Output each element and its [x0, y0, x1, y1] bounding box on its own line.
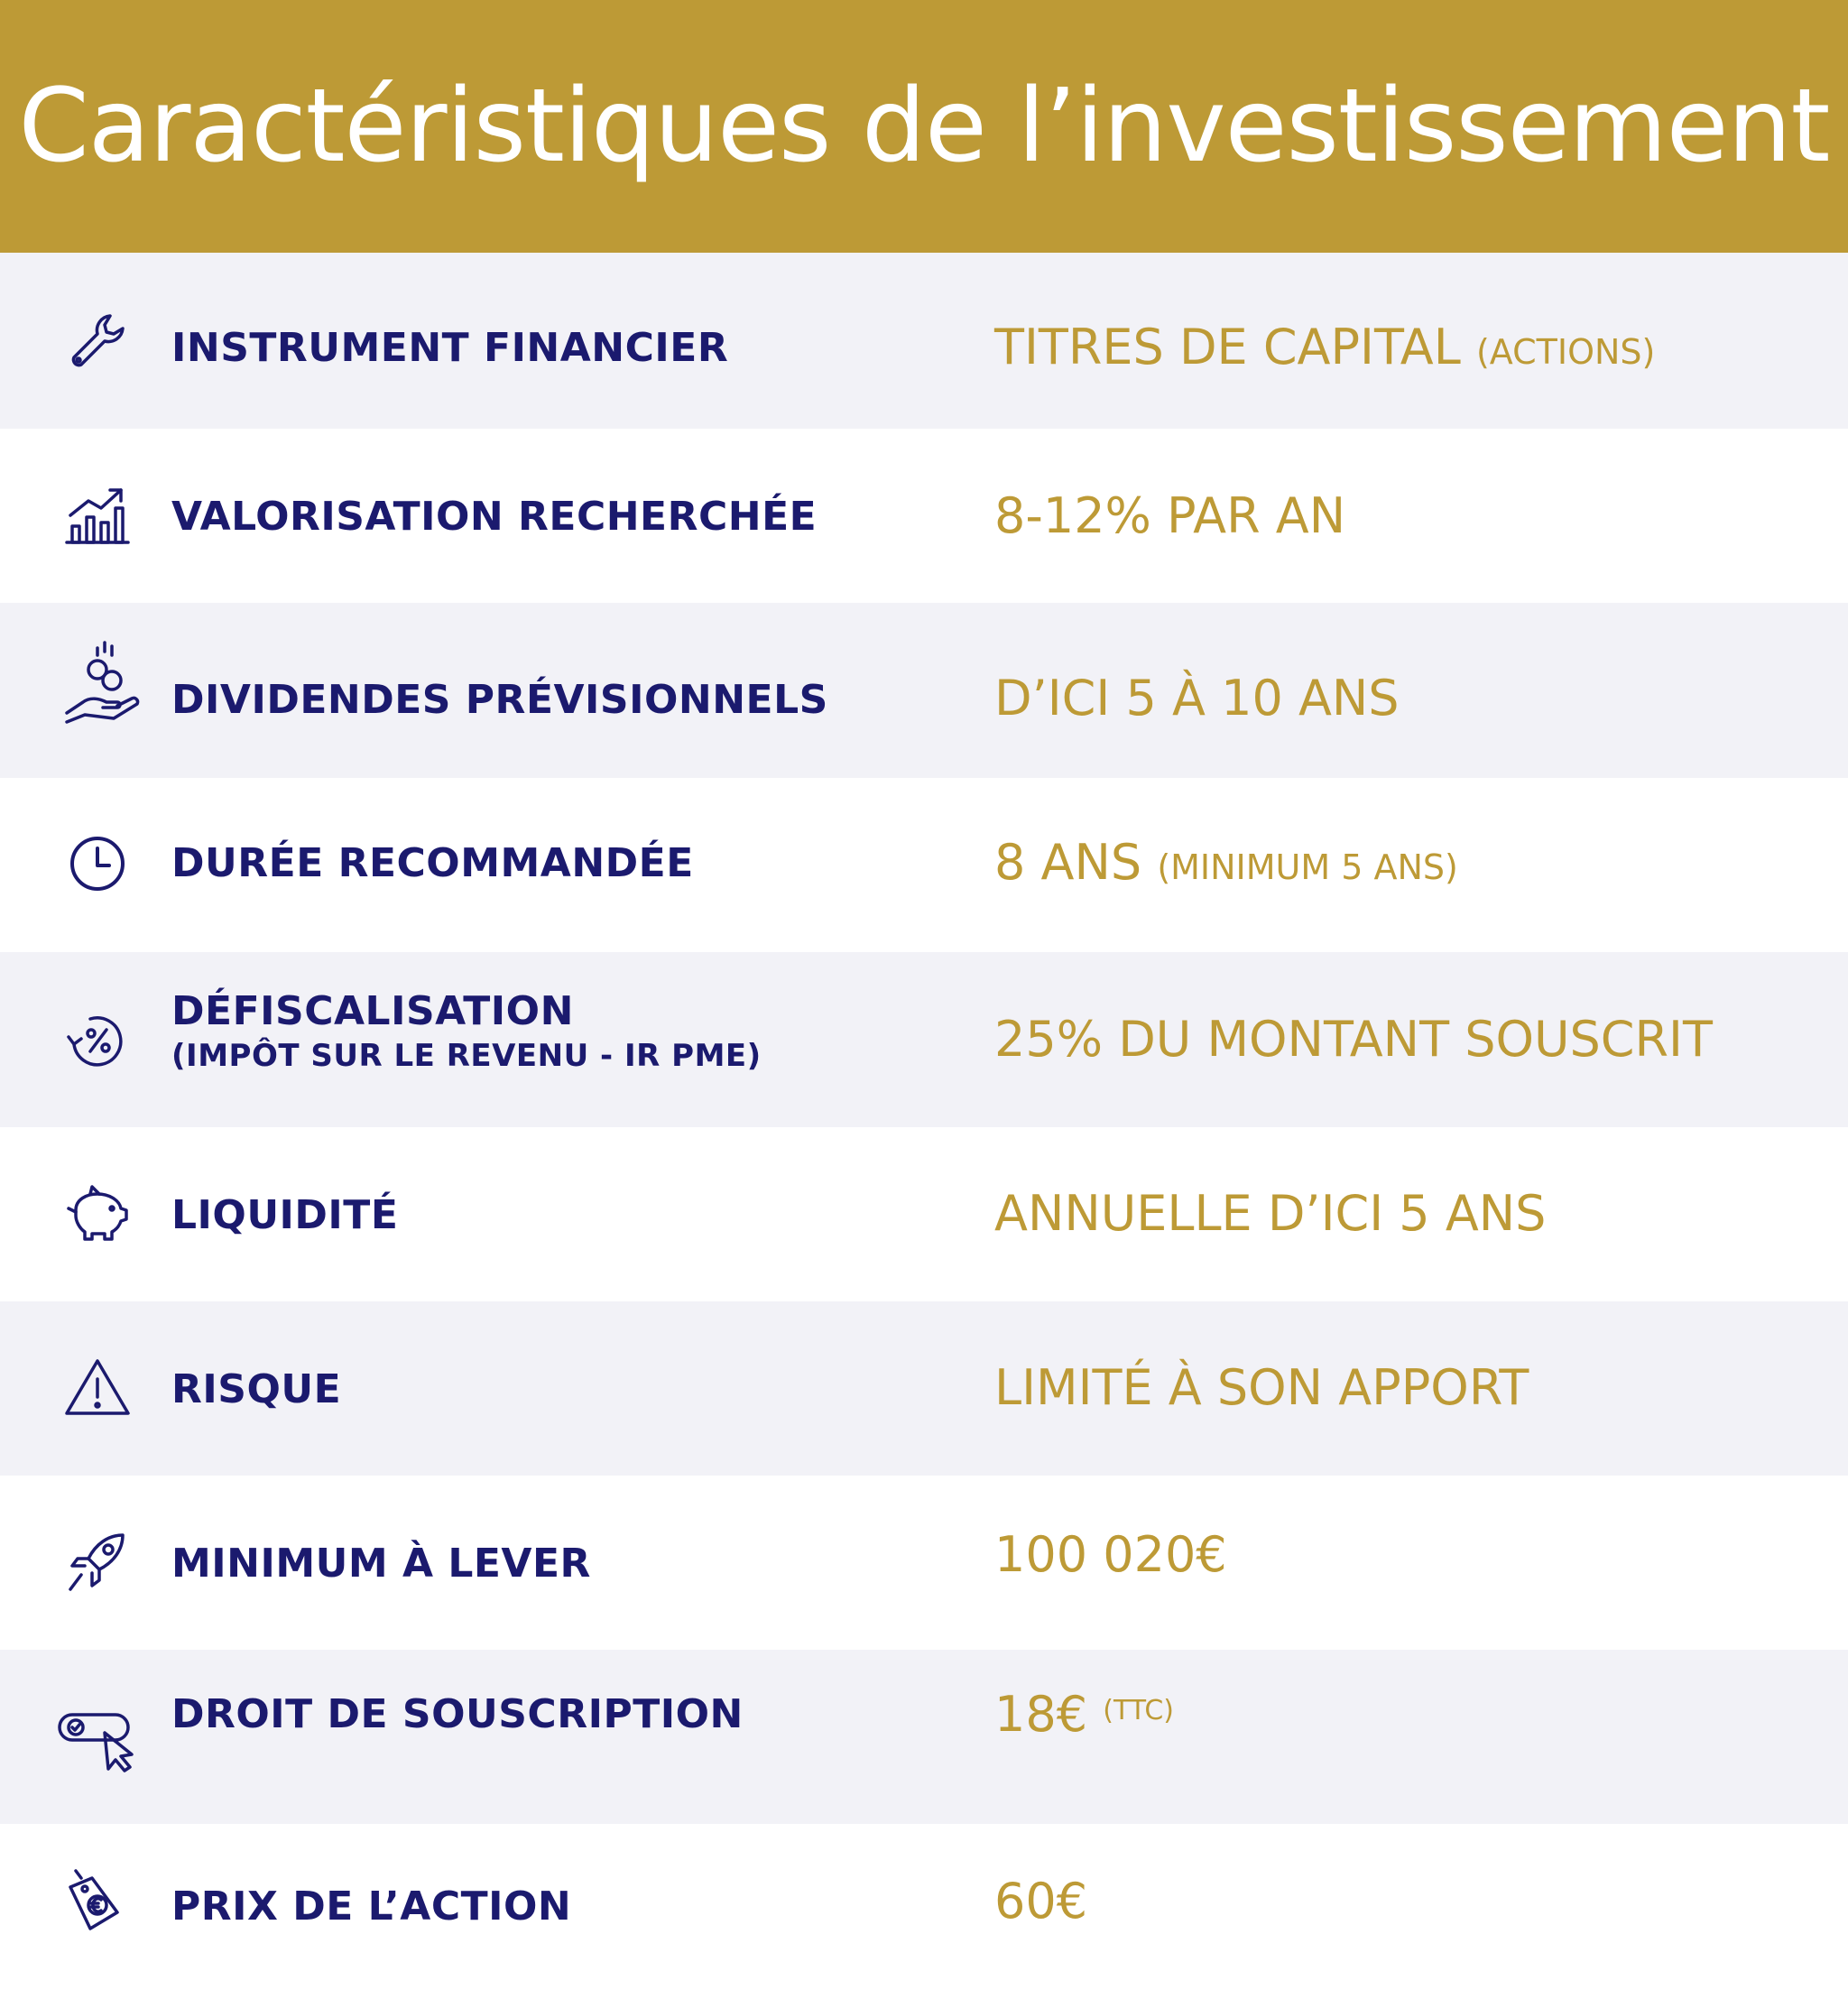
row-value: 25% DU MONTANT SOUSCRIT: [994, 1011, 1713, 1068]
row-label: PRIX DE L’ACTION: [171, 1883, 572, 1930]
row-dividendes: [0, 603, 1848, 778]
row-label: DURÉE RECOMMANDÉE: [171, 840, 694, 886]
euro-tag-icon: [63, 1869, 132, 1938]
label-sub: (IMPÔT SUR LE REVENU - IR PME): [171, 1038, 762, 1074]
row-label: VALORISATION RECHERCHÉE: [171, 494, 818, 540]
row-value: 100 020€: [994, 1526, 1227, 1583]
label-main: DÉFISCALISATION: [171, 988, 574, 1034]
header-banner: [0, 0, 1848, 253]
row-prix-action: [0, 1824, 1848, 1999]
row-value: 18€ $^{(TTC)}$: [994, 1686, 1174, 1743]
click-button-icon: [56, 1706, 143, 1774]
row-label: DROIT DE SOUSCRIPTION: [171, 1691, 744, 1737]
percent-cycle-icon: [63, 1006, 132, 1075]
clock-icon: [68, 834, 127, 893]
row-valorisation: [0, 429, 1848, 603]
row-label: LIQUIDITÉ: [171, 1192, 399, 1238]
row-value: 8-12% PAR AN: [994, 487, 1346, 544]
hand-coins-icon: [63, 639, 141, 729]
row-defiscalisation: [0, 952, 1848, 1127]
row-value: D’ICI 5 À 10 ANS: [994, 670, 1400, 726]
growth-chart-icon: [63, 481, 132, 550]
row-instrument-financier: [0, 253, 1848, 429]
row-value: 60€: [994, 1873, 1088, 1930]
row-risque: [0, 1301, 1848, 1476]
row-minimum-lever: [0, 1476, 1848, 1650]
row-value: 8 ANS (MINIMUM 5 ANS): [994, 834, 1458, 891]
piggy-bank-icon: [63, 1180, 132, 1248]
row-value: TITRES DE CAPITAL (ACTIONS): [994, 319, 1656, 375]
wrench-icon: [63, 307, 132, 375]
row-label: MINIMUM À LEVER: [171, 1541, 591, 1587]
row-value: LIMITÉ À SON APPORT: [994, 1359, 1529, 1416]
warning-icon: [63, 1354, 132, 1422]
row-label: RISQUE: [171, 1366, 342, 1412]
row-value: ANNUELLE D’ICI 5 ANS: [994, 1185, 1547, 1242]
page-title: Caractéristiques de l’investissement: [18, 68, 1830, 185]
row-label: INSTRUMENT FINANCIER: [171, 325, 729, 371]
rocket-icon: [63, 1528, 132, 1596]
row-label: [171, 986, 762, 1075]
row-liquidite: [0, 1127, 1848, 1301]
row-droit-souscription: [0, 1650, 1848, 1824]
row-label: DIVIDENDES PRÉVISIONNELS: [171, 677, 828, 723]
row-duree: [0, 778, 1848, 952]
